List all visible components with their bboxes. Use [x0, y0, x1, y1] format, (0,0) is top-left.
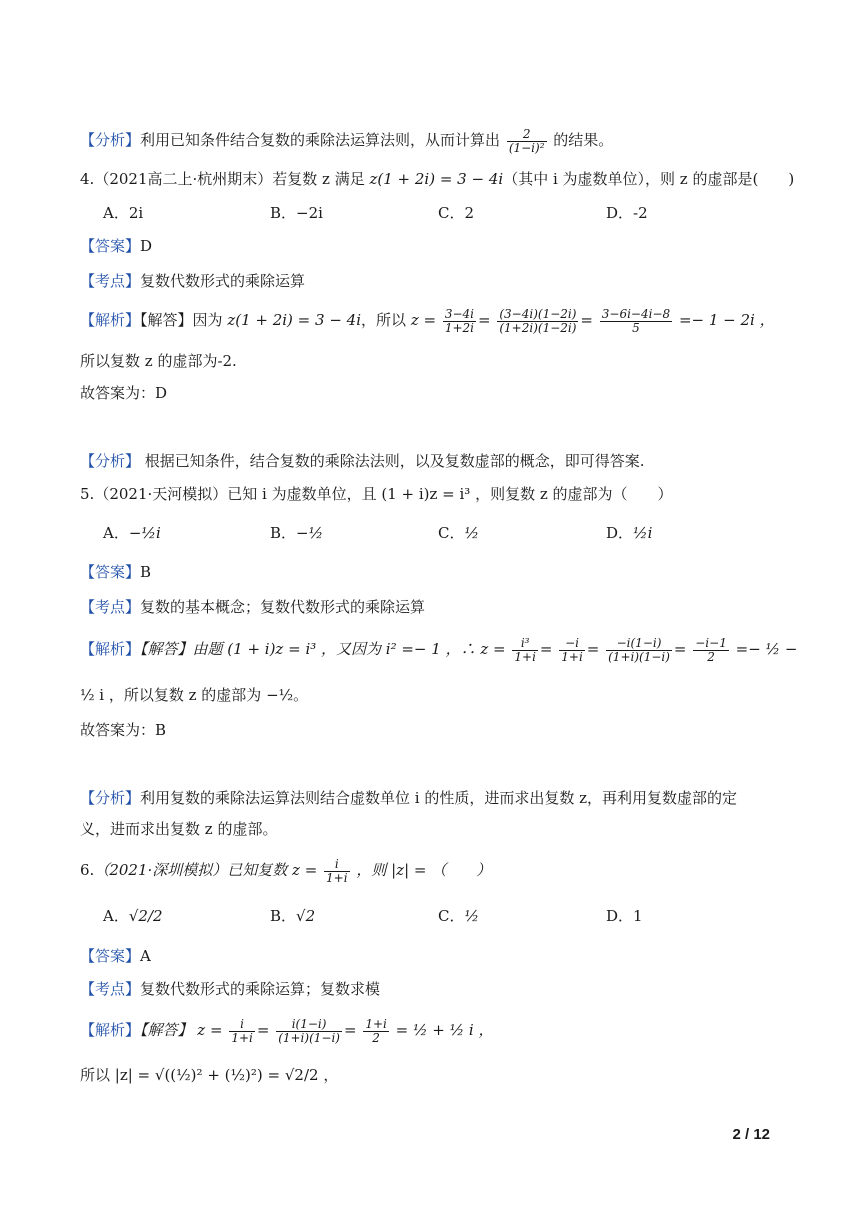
- q6-solution-line2: 所以 |z| = √((½)² + (½)²) = √2/2 ，: [80, 1066, 339, 1084]
- q5-solution: 【解析】【解答】由题 (1 + i)z = i³ ，又因为 i² =− 1 ，∴ z = $\frac{\text{i³}}{1+i}$ = $\frac{-i}{1+i}$ = $\frac{-i(1-i)}{(1+i)(1-i)}$ = $\frac{-i-1}{2}$ =− ½ −: [80, 636, 798, 664]
- q6-option-c: C．½: [438, 907, 480, 925]
- q5-solution-line2: ½ i ，所以复数 z 的虚部为 −½。: [80, 686, 309, 704]
- q4-option-a: A．2i: [103, 204, 144, 222]
- q4-solution: 【解析】【解答】因为 z(1 + 2i) = 3 − 4i，所以 z = $\frac{3-4i}{1+2i}$ = $\frac{(3-4i)(1-2i)}{(1+2i)(1-2i)}$ = $\frac{3-6i-4i-8}{5}$ =− 1 − 2i ，: [80, 307, 775, 335]
- q5-option-a: A．−½i: [103, 524, 161, 542]
- q5-topic: 【考点】复数的基本概念；复数代数形式的乘除运算: [80, 598, 426, 616]
- q3-analysis: 【分析】利用已知条件结合复数的乘除法运算法则，从而计算出 $\frac{2}{\text{(1−i)²}}$ 的结果。: [80, 127, 614, 155]
- analysis-tag: 【分析】: [80, 131, 141, 150]
- q6-stem: 6.（2021·深圳模拟）已知复数 z = $\frac{i}{1+i}$ ，则 |z| = （ ）: [80, 857, 492, 885]
- q6-topic: 【考点】复数代数形式的乘除运算；复数求模: [80, 980, 381, 998]
- q5-option-d: D．½i: [606, 524, 653, 542]
- q6-answer: 【答案】A: [80, 947, 151, 965]
- q6-solution: 【解析】【解答】 z = $\frac{i}{1+i}$ = $\frac{i(1-i)}{(1+i)(1-i)}$ = $\frac{1+i}{2}$ = ½ + ½ i ，: [80, 1017, 494, 1045]
- q4-topic: 【考点】复数代数形式的乘除运算: [80, 272, 306, 290]
- q4-stem: 4.（2021高二上·杭州期末）若复数 z 满足 z(1 + 2i) = 3 − 4i（其中 i 为虚数单位），则 z 的虚部是( ): [80, 170, 795, 188]
- q4-conclusion: 故答案为：D: [80, 384, 168, 402]
- q6-option-a: A．√2/2: [103, 907, 163, 925]
- q4-analysis: 【分析】 根据已知条件，结合复数的乘除法法则，以及复数虚部的概念，即可得答案.: [80, 452, 645, 470]
- q4-answer: 【答案】D: [80, 237, 153, 255]
- q5-analysis: 【分析】利用复数的乘除法运算法则结合虚数单位 i 的性质，进而求出复数 z，再利用复数虚部的定: [80, 789, 738, 807]
- q4-solution-line2: 所以复数 z 的虚部为-2.: [80, 352, 237, 370]
- q6-option-b: B．√2: [270, 907, 316, 925]
- page-number: 2 / 12: [732, 1126, 770, 1143]
- q5-analysis-line2: 义，进而求出复数 z 的虚部。: [80, 820, 278, 838]
- q5-conclusion: 故答案为：B: [80, 721, 167, 739]
- q5-stem: 5.（2021·天河模拟）已知 i 为虚数单位，且 (1 + i)z = i³ ，则复数 z 的虚部为（ ）: [80, 485, 673, 503]
- q4-option-c: C．2: [438, 204, 475, 222]
- q4-option-b: B．−2i: [270, 204, 323, 222]
- fraction: $\frac{2}{\text{(1−i)²}}$: [508, 127, 545, 155]
- q5-option-c: C．½: [438, 524, 480, 542]
- q5-answer: 【答案】B: [80, 563, 152, 581]
- q5-option-b: B．−½: [270, 524, 324, 542]
- q4-option-d: D．-2: [606, 204, 648, 222]
- q6-option-d: D．1: [606, 907, 643, 925]
